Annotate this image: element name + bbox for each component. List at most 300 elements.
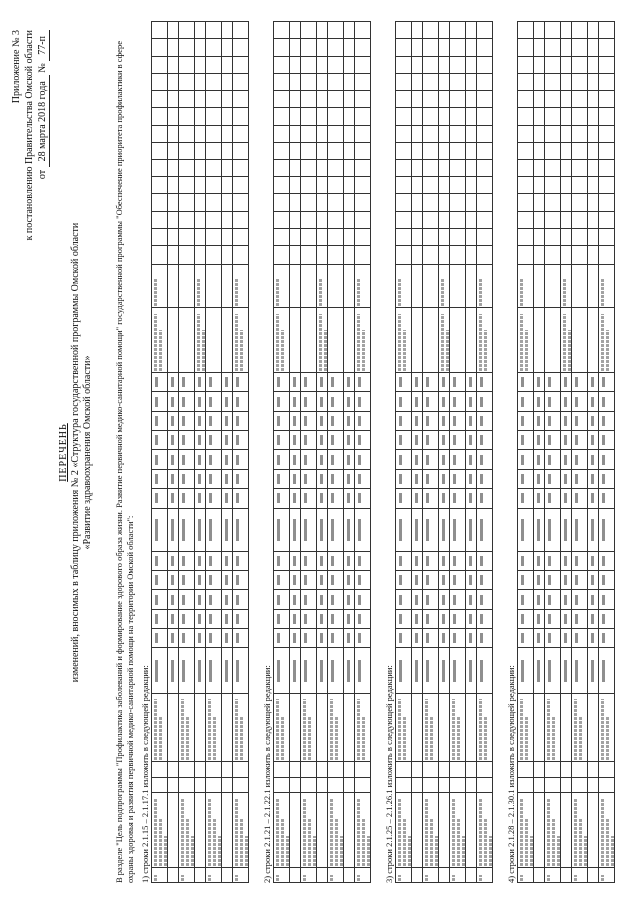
table-cell [290,489,301,508]
table-cell [301,867,317,882]
table-cell [317,177,328,194]
table-cell [290,411,301,430]
table-cell [423,411,439,430]
table-cell [355,194,371,211]
table-cell [466,228,477,245]
table-cell [274,160,290,177]
table-cell [561,91,572,108]
table-cell [355,39,371,56]
table-cell [195,693,206,762]
table-cell [344,489,355,508]
table-cell [206,431,222,450]
table-cell [233,22,249,39]
table-cell [396,570,412,589]
table-cell [195,551,206,570]
table-cell [599,211,615,228]
table-cell [572,308,588,373]
table-cell [206,125,222,142]
table-cell [588,777,599,792]
table-cell [179,211,195,228]
table-cell [344,246,355,265]
table-cell [439,450,450,469]
table-cell [152,142,168,159]
table-cell [168,411,179,430]
table-cell [518,392,534,411]
table-cell [450,228,466,245]
table-cell [450,392,466,411]
table-cell [466,22,477,39]
table-cell [518,91,534,108]
table-cell [274,39,290,56]
table-cell [317,91,328,108]
table-cell [534,551,545,570]
table-cell [450,265,466,308]
table-cell [534,609,545,628]
table-cell [439,160,450,177]
table-cell [572,609,588,628]
table-cell [599,56,615,73]
table-cell [561,392,572,411]
table-cell [195,22,206,39]
table-cell [290,22,301,39]
table-cell [206,56,222,73]
table-cell [439,125,450,142]
table-cell [222,392,233,411]
table-cell [152,648,168,693]
table-cell [396,142,412,159]
table-cell [290,177,301,194]
table-cell [518,265,534,308]
table-cell [168,194,179,211]
table-cell [179,629,195,648]
table-cell [328,39,344,56]
table-cell [412,177,423,194]
table-cell [222,108,233,125]
table-cell [168,73,179,90]
table-cell [222,570,233,589]
table-cell [534,265,545,308]
table-cell [396,91,412,108]
table-cell [572,373,588,392]
table-cell [439,508,450,551]
table-row [423,22,439,883]
table-cell [588,609,599,628]
table-cell [152,792,168,867]
table-cell [317,142,328,159]
table-cell [233,867,249,882]
table-cell [195,450,206,469]
table-cell [206,265,222,308]
table-cell [233,91,249,108]
table-cell [561,489,572,508]
table-cell [572,246,588,265]
table-cell [423,265,439,308]
table-cell [222,194,233,211]
table-cell [290,792,301,867]
table-cell [439,177,450,194]
table-cell [195,411,206,430]
table-cell [168,177,179,194]
table-cell [588,629,599,648]
table-cell [233,73,249,90]
table-cell [572,56,588,73]
table-cell [439,265,450,308]
table-cell [423,590,439,609]
table-cell [423,228,439,245]
table-cell [290,39,301,56]
table-cell [317,22,328,39]
table-cell [518,73,534,90]
table-cell [518,777,534,792]
table-cell [423,73,439,90]
table-cell [301,508,317,551]
table-cell [355,489,371,508]
table-row [599,22,615,883]
table-cell [572,125,588,142]
table-cell [396,39,412,56]
table-cell [561,142,572,159]
table-cell [561,867,572,882]
table-cell [290,762,301,777]
table-cell [588,762,599,777]
table-cell [328,469,344,488]
table-cell [168,551,179,570]
table-cell [396,177,412,194]
table-cell [450,22,466,39]
table-cell [396,762,412,777]
table-cell [206,211,222,228]
table-cell [423,629,439,648]
table-cell [412,22,423,39]
table-cell [328,108,344,125]
table-cell [301,762,317,777]
table-cell [344,629,355,648]
table-cell [412,194,423,211]
table-row [152,22,168,883]
table-cell [599,91,615,108]
table-cell [477,246,493,265]
table-cell [328,508,344,551]
table-cell [355,142,371,159]
table-cell [588,22,599,39]
table-cell [396,792,412,867]
table-cell [301,411,317,430]
table-row [534,22,545,883]
table-cell [206,648,222,693]
table-cell [222,228,233,245]
table-cell [396,392,412,411]
table-cell [572,411,588,430]
table-cell [439,56,450,73]
table-cell [328,431,344,450]
table-cell [355,108,371,125]
table-cell [179,693,195,762]
table-cell [206,142,222,159]
table-cell [195,177,206,194]
table-cell [152,308,168,373]
table-cell [572,867,588,882]
table-cell [561,762,572,777]
table-cell [152,177,168,194]
table-cell [179,792,195,867]
table-row [290,22,301,883]
table-cell [545,228,561,245]
table-cell [222,211,233,228]
table-cell [301,693,317,762]
table-cell [168,792,179,867]
table-cell [317,590,328,609]
table-cell [599,469,615,488]
table-row [328,22,344,883]
appendix-resolution: к постановлению Правительства Омской области [24,30,35,241]
table-cell [599,762,615,777]
table-cell [423,22,439,39]
table-cell [423,142,439,159]
table-cell [439,108,450,125]
table-cell [588,792,599,867]
table-cell [179,308,195,373]
table-cell [412,308,423,373]
table-cell [477,373,493,392]
table-cell [561,777,572,792]
table-cell [301,551,317,570]
table-cell [274,142,290,159]
table-cell [301,177,317,194]
table-cell [534,762,545,777]
table-cell [450,211,466,228]
table-cell [466,108,477,125]
table-cell [274,590,290,609]
table-cell [301,39,317,56]
table-cell [344,39,355,56]
table-cell [545,648,561,693]
table-cell [545,450,561,469]
table-cell [168,160,179,177]
table-cell [466,777,477,792]
table-cell [534,489,545,508]
table-row [588,22,599,883]
table-cell [355,22,371,39]
table-cell [344,648,355,693]
table-cell [396,265,412,308]
table-cell [301,373,317,392]
table-cell [466,469,477,488]
table-cell [233,373,249,392]
table-cell [344,392,355,411]
table-cell [412,373,423,392]
table-cell [179,265,195,308]
appendix-doc-number: 77-п [36,30,50,61]
table-cell [206,777,222,792]
table-cell [534,648,545,693]
section-4 [506,21,604,883]
table-row [450,22,466,883]
table-cell [179,246,195,265]
table-cell [423,39,439,56]
table-cell [588,211,599,228]
table-cell [412,246,423,265]
table-cell [179,551,195,570]
table-cell [355,431,371,450]
table-cell [466,551,477,570]
table-cell [412,91,423,108]
table-cell [572,450,588,469]
table-cell [152,693,168,762]
table-cell [466,570,477,589]
table-cell [572,629,588,648]
table-cell [206,108,222,125]
table-cell [477,228,493,245]
table-cell [477,777,493,792]
table-cell [344,450,355,469]
table-cell [466,489,477,508]
table-cell [328,308,344,373]
table-cell [534,125,545,142]
table-cell [599,648,615,693]
table-cell [545,73,561,90]
table-row [561,22,572,883]
table-cell [518,411,534,430]
table-cell [274,56,290,73]
table-cell [412,590,423,609]
table-cell [222,590,233,609]
table-cell [206,392,222,411]
table-cell [561,551,572,570]
table-cell [412,489,423,508]
table-cell [561,431,572,450]
table-cell [317,551,328,570]
table-cell [179,125,195,142]
table-cell [561,609,572,628]
table-cell [450,142,466,159]
table-cell [301,142,317,159]
table-cell [545,125,561,142]
table-cell [233,125,249,142]
table-cell [344,373,355,392]
table-cell [439,867,450,882]
table-cell [152,194,168,211]
appendix-number: Приложение № 3 [11,30,22,104]
table-cell [477,469,493,488]
table-cell [423,392,439,411]
table-cell [355,693,371,762]
table-cell [317,450,328,469]
table-cell [561,308,572,373]
table-cell [274,373,290,392]
table-cell [599,392,615,411]
table-cell [412,551,423,570]
table-cell [301,246,317,265]
table-cell [344,160,355,177]
table-cell [588,508,599,551]
document-title [58,0,94,905]
table-cell [222,56,233,73]
table-cell [588,570,599,589]
table-cell [396,108,412,125]
table-cell [274,469,290,488]
table-cell [561,648,572,693]
table-cell [396,590,412,609]
table-cell [518,194,534,211]
table-cell [439,648,450,693]
table-cell [206,308,222,373]
table-cell [179,177,195,194]
table-cell [439,228,450,245]
table-cell [355,177,371,194]
table-row [466,22,477,883]
table-cell [545,265,561,308]
table-cell [344,792,355,867]
table-cell [274,777,290,792]
table-cell [344,308,355,373]
table-cell [355,570,371,589]
table-cell [466,867,477,882]
table-cell [534,792,545,867]
table-cell [561,56,572,73]
table-row [439,22,450,883]
table-row [396,22,412,883]
table-cell [317,211,328,228]
table-cell [412,762,423,777]
table-row [195,22,206,883]
table-cell [290,648,301,693]
table-cell [439,142,450,159]
table-cell [301,108,317,125]
table-cell [572,73,588,90]
table-cell [545,39,561,56]
table-cell [301,629,317,648]
table-cell [206,629,222,648]
table-cell [545,246,561,265]
table-cell [195,194,206,211]
table-cell [355,551,371,570]
table-cell [561,693,572,762]
table-cell [599,373,615,392]
table-cell [412,125,423,142]
table-cell [168,867,179,882]
table-cell [588,392,599,411]
table-cell [572,108,588,125]
table-cell [439,73,450,90]
table-cell [439,609,450,628]
table-cell [222,373,233,392]
table-cell [152,431,168,450]
table-cell [599,629,615,648]
table-cell [344,194,355,211]
table-cell [317,39,328,56]
table-cell [477,39,493,56]
table-cell [599,246,615,265]
table-cell [328,91,344,108]
table-cell [545,590,561,609]
table-cell [450,762,466,777]
table-cell [423,777,439,792]
table-cell [545,431,561,450]
table-cell [168,508,179,551]
table-cell [222,22,233,39]
title-line-1: ПЕРЕЧЕНЬ [58,423,69,482]
table-cell [168,392,179,411]
table-cell [588,693,599,762]
table-cell [344,265,355,308]
table-cell [344,228,355,245]
table-cell [317,308,328,373]
table-cell [233,570,249,589]
table-cell [344,762,355,777]
table-cell [328,489,344,508]
table-cell [439,211,450,228]
table-cell [588,590,599,609]
